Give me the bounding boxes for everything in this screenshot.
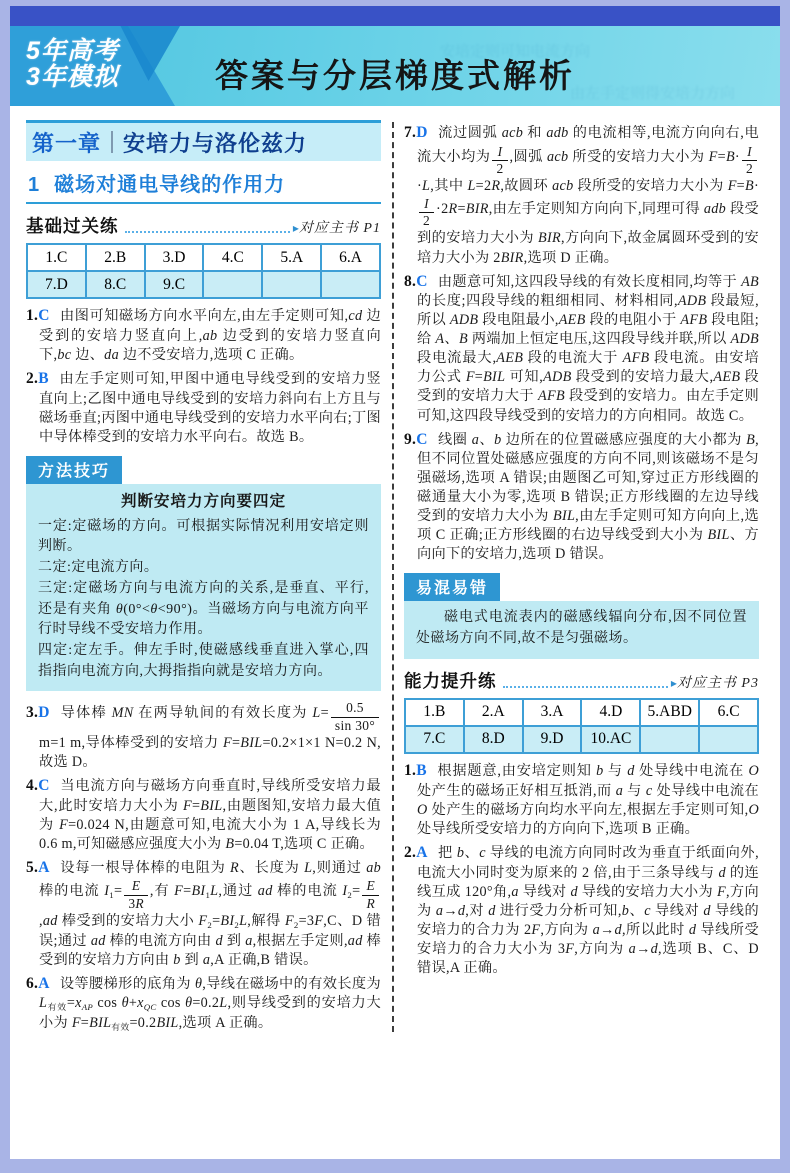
- arrow-icon: ▸: [670, 675, 677, 690]
- left-column: [26, 120, 381, 1038]
- answer-table-row: [405, 699, 758, 726]
- method-box-line: 二定:定电流方向。: [38, 560, 159, 576]
- answer-cell: 5.ABD: [640, 699, 699, 726]
- answer-table-row: [27, 244, 380, 271]
- item-text: 由图可知磁场方向水平向左,由左手定则可知,cd 边受到的安培力竖直向上,ab 边受到的安培力竖直向下,bc 边、da 边不受安培力,选项 C 正确。: [39, 308, 381, 363]
- item-text: 线圈 a、b 边所在的位置磁感应强度的大小都为 B,但不同位置处磁感应强度的方向不同,则该磁场不是匀强磁场,选项 A 错误;由题图乙可知,穿过正方形线圈的磁通量大小为零,选项 B 错误;正方形线圈的左边导线受到的安培力大小为 BIL,由左手定则可知方向向上,选项 C 正确;正方形线圈的右边导线受到大小为 BIL、方向向下的安培力,选项 D 错误。: [417, 431, 759, 563]
- page-ref-advanced: 对应主书 P3: [676, 675, 759, 691]
- confusion-box-text: 磁电式电流表内的磁感线辐向分布,因不同位置处磁场方向不同,故不是匀强磁场。: [416, 610, 747, 647]
- answer-cell: 8.D: [464, 726, 523, 753]
- answer-cell: [262, 271, 321, 298]
- practice-basic-title: 基础过关练: [26, 216, 119, 236]
- leader-dotted-line: [503, 686, 668, 688]
- arrow-icon: ▸: [292, 221, 299, 235]
- practice-advanced-title: 能力提升练: [404, 670, 497, 691]
- answer-table-advanced: [404, 698, 759, 754]
- chapter-label: 第一章: [32, 130, 102, 156]
- item-answer: A: [38, 858, 50, 876]
- item-number: 3.: [26, 704, 39, 722]
- explanation-item-4: [26, 776, 381, 854]
- item-text: 当电流方向与磁场方向垂直时,导线所受安培力最大,此时安培力大小为 F=BIL,由题图知,安培力最大值为 F=0.024 N,由题意可知,电流大小为 1 A,导线长为 0.6 m,可知磁感应强度大小为 B=0.04 T,选项 C 正确。: [39, 777, 381, 852]
- section-title: 磁场对通电导线的作用力: [54, 174, 286, 196]
- item-text: 设每一根导体棒的电阻为 R、长度为 L,则通过 ab 棒的电流 $I_1=$ $\frac{E}{3R}$ ,有 $F=BI_1L$,通过 ad 棒的电流 $I_2=$ $\frac{E}{R}$ ,ad 棒受到的安培力大小 $F_2=BI_2L$,解得 $F_2=3F,C$、D 错误;通过 ad 棒的电流方向由 d 到 a,根据左手定则,ad 棒受到的安培力方向由 b 到 a,A 正确,B 错误。: [39, 859, 381, 968]
- advanced-explanation-item-2: [404, 843, 759, 978]
- answer-cell: 3.A: [523, 699, 582, 726]
- bleedthrough-text: 安培定则可知电流方向: [440, 44, 591, 60]
- item-text: 根据题意,由安培定则知 b 与 d 处导线中电流在 O 处产生的磁场正好相互抵消,而 a 与 c 处导线中电流在 O 处产生的磁场方向均水平向左,根据左手定则可知,O 处导线所受安培力的方向向下,选项 B 正确。: [417, 762, 759, 837]
- answer-cell: 6.A: [321, 244, 380, 271]
- answer-cell: [699, 726, 758, 753]
- answer-cell: 2.B: [86, 244, 145, 271]
- item-text: 流过圆弧 acb 和 adb 的电流相等,电流方向向右,电流大小均为 $\frac{I}{2}$ ,圆弧 acb 所受的安培力大小为 F=B· $\frac{I}{2}$ ·L,其中 L=2R,故圆环 acb 段所受的安培力大小为 F=B· $\frac{I}{2}$ ·2R=BIR,由左手定则知方向向下,同理可得 adb 段受到的安培力大小为 BIR,方向向下,故金属圆环受到的安培力大小为 2BIR,选项 D 正确。: [417, 125, 759, 266]
- explanation-item-3: [26, 700, 381, 771]
- method-box-line: 一定:定磁场的方向。可根据实际情况利用安培定则判断。: [38, 518, 369, 555]
- item-answer: A: [38, 974, 50, 992]
- answer-cell: 7.D: [27, 271, 86, 298]
- section-underline: [26, 202, 381, 204]
- item-number: 8.: [404, 272, 417, 290]
- top-border-strip: [10, 6, 780, 26]
- item-number: 6.: [26, 974, 39, 992]
- answer-cell: 1.B: [405, 699, 464, 726]
- answer-cell: [321, 271, 380, 298]
- answer-cell: 4.D: [581, 699, 640, 726]
- column-divider: [392, 122, 394, 1032]
- page-header: [10, 26, 780, 106]
- explanation-item-6: [26, 974, 381, 1034]
- answer-table-basic: [26, 243, 381, 299]
- item-answer: D: [38, 704, 50, 722]
- item-answer: C: [416, 430, 428, 448]
- item-number: 1.: [26, 307, 39, 324]
- item-number: 5.: [26, 858, 39, 876]
- method-box-tab: 方法技巧: [26, 456, 122, 484]
- method-box-line: 四定:定左手。伸左手时,使磁感线垂直进入掌心,四指指向电流方向,大拇指指向就是安培力方向。: [38, 642, 369, 679]
- practice-basic-header: [26, 213, 381, 238]
- item-number: 7.: [404, 124, 417, 141]
- item-number: 4.: [26, 776, 39, 794]
- item-number: 2.: [404, 843, 417, 861]
- page-ref-basic: 对应主书 P1: [298, 221, 381, 236]
- page: [10, 6, 780, 1159]
- chapter-title: 安培力与洛伦兹力: [123, 130, 308, 156]
- answer-cell: [203, 271, 262, 298]
- method-box-line: 三定:定磁场方向与电流方向的关系,是垂直、平行,还是有夹角 θ(0°<θ<90°)。当磁场方向与电流方向平行时导线不受安培力作用。: [38, 580, 370, 638]
- method-box-body: [26, 484, 381, 692]
- confusion-box-tab: 易混易错: [404, 573, 500, 601]
- item-answer: C: [38, 307, 50, 324]
- section-title-line: [26, 161, 381, 202]
- method-box: [26, 456, 381, 692]
- answer-cell: 2.A: [464, 699, 523, 726]
- answer-table-row: [27, 271, 380, 298]
- item-answer: D: [416, 124, 428, 141]
- answer-cell: 9.C: [145, 271, 204, 298]
- right-column: [404, 120, 759, 1038]
- explanation-item-9: [404, 430, 759, 565]
- bleedthrough-text: 由左手定则得安培力方向: [570, 86, 736, 102]
- confusion-box-body: [404, 601, 759, 658]
- item-answer: B: [38, 369, 49, 387]
- answer-cell: 9.D: [523, 726, 582, 753]
- brand-line-2: 3年模拟: [26, 63, 119, 92]
- chapter-band: [26, 123, 381, 161]
- chapter-separator: [111, 131, 113, 153]
- advanced-explanation-item-1: [404, 761, 759, 839]
- item-answer: C: [416, 272, 428, 290]
- method-box-title: 判断安培力方向要四定: [120, 492, 286, 510]
- content: [10, 106, 780, 1038]
- item-answer: B: [416, 761, 427, 779]
- answer-cell: 1.C: [27, 244, 86, 271]
- explanation-item-2: [26, 369, 381, 447]
- explanation-item-7: [404, 123, 759, 268]
- brand-logo: [26, 38, 119, 91]
- explanation-item-1: [26, 306, 381, 365]
- practice-advanced-header: [404, 668, 759, 693]
- item-answer: A: [416, 843, 428, 861]
- answer-cell: 5.A: [262, 244, 321, 271]
- item-text: 由题意可知,这四段导线的有效长度相同,均等于 AB 的长度;四段导线的粗细相同、材料相同,ADB 段最短,所以 ADB 段电阻最小,AEB 段的电阻小于 AFB 段电阻;给 A、B 两端加上恒定电压,这四段导线并联,所以 ADB 段电流最大,AEB 段的电流大于 AFB 段电流。由安培力公式 F=BIL 可知,ADB 段受到的安培力最大,AEB 段受到的安培力大于 AFB 段受到的安培力。由左手定则可知,这四段导线受到的安培力的方向相同。故选 C。: [417, 273, 760, 424]
- confusion-box: [404, 573, 759, 658]
- item-text: 设等腰梯形的底角为 θ,导线在磁场中的有效长度为 $L_{有效}=x_{AP}$ $\cos \theta+x_{QC}$ cos θ=0.2L,则导线受到的安培力大小为 $F=BIL_{有效}=0.2BIL$,选项 A 正确。: [39, 975, 381, 1033]
- answer-cell: 3.D: [145, 244, 204, 271]
- page-title: 答案与分层梯度式解析: [215, 57, 575, 94]
- answer-cell: 4.C: [203, 244, 262, 271]
- item-number: 2.: [26, 369, 39, 387]
- leader-dotted-line: [125, 231, 290, 233]
- answer-table-row: [405, 726, 758, 753]
- item-number: 9.: [404, 430, 417, 448]
- item-text: 把 b、c 导线的电流方向同时改为垂直于纸面向外,电流大小同时变为原来的 2 倍,由于三条导线与 d 的连线互成 120°角,a 导线对 d 导线的安培力大小为 F,方向为 a→d,对 d 进行受力分析可知,b、c 导线对 d 导线的安培力的合力为 2F,方向为 a→d,所以此时 d 导线所受安培力的合力大小为 3F,方向为 a→d,选项 B、C、D 错误,A 正确。: [417, 844, 759, 976]
- answer-cell: 6.C: [699, 699, 758, 726]
- item-text: 由左手定则可知,甲图中通电导线受到的安培力竖直向上;乙图中通电导线受到的安培力斜向右上方且与磁场垂直;丙图中通电导线受到的安培力水平向右;丁图中导体棒受到的安培力水平向右。故选 B。: [39, 370, 381, 445]
- explanation-item-5: [26, 858, 381, 970]
- chapter-header: [26, 120, 381, 204]
- answer-cell: 8.C: [86, 271, 145, 298]
- item-text: 导体棒 MN 在两导轨间的有效长度为 L= $\frac{0.5}{\sin 30^\circ}$ m=1 m,导体棒受到的安培力 F=BIL=0.2×1×1 N=0.2 N,故选 D。: [39, 700, 381, 770]
- section-number: 1: [28, 174, 41, 196]
- answer-cell: 10.AC: [581, 726, 640, 753]
- answer-cell: [640, 726, 699, 753]
- answer-cell: 7.C: [405, 726, 464, 753]
- explanation-item-8: [404, 272, 759, 426]
- item-number: 1.: [404, 761, 417, 779]
- item-answer: C: [38, 776, 50, 794]
- brand-line-1: 5年高考: [26, 37, 119, 65]
